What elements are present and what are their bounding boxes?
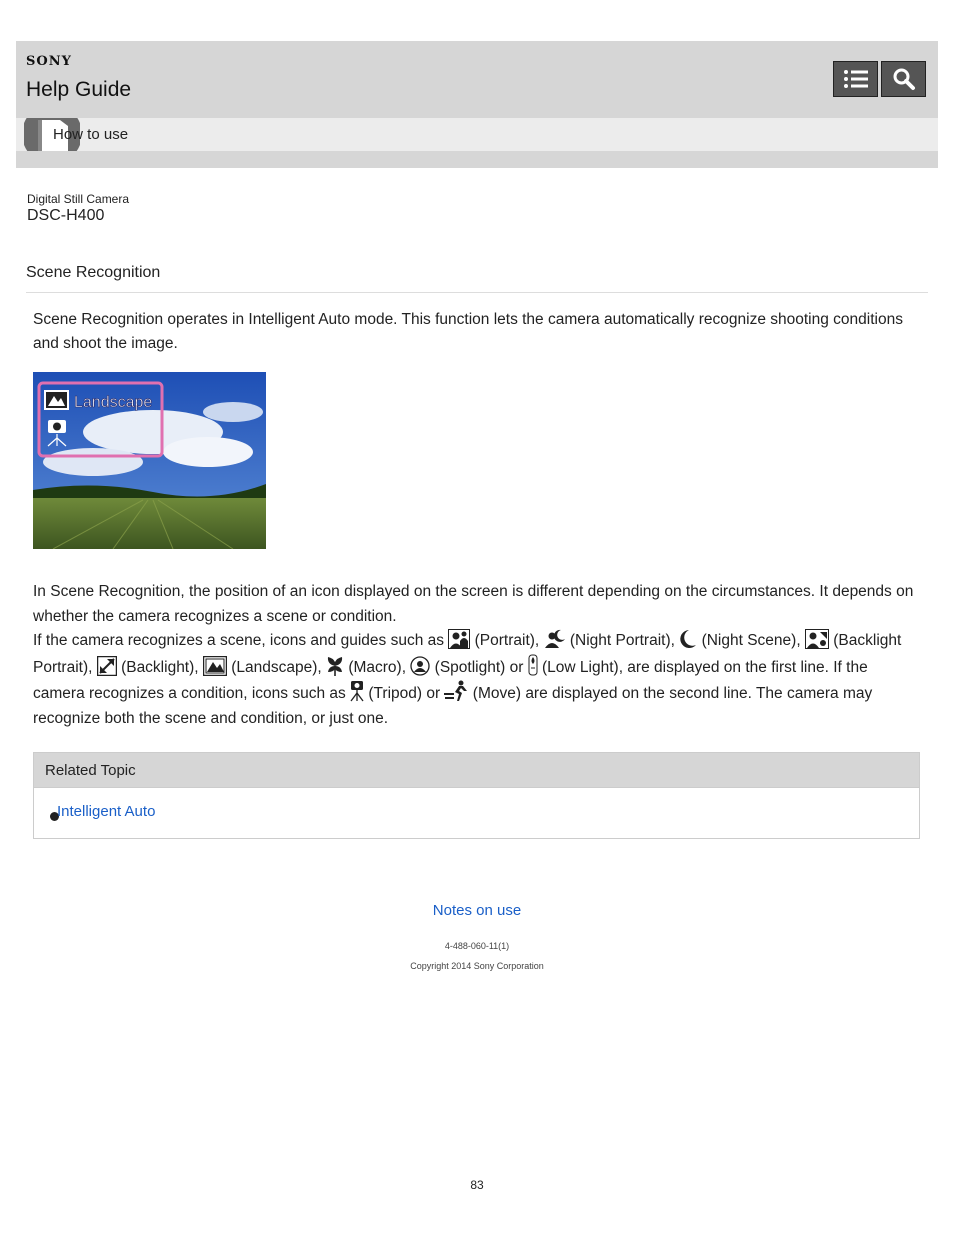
- macro-icon: [326, 656, 344, 676]
- product-model: DSC-H400: [27, 207, 105, 224]
- title-divider: [26, 292, 928, 293]
- notes-on-use-link[interactable]: Notes on use: [432, 902, 522, 919]
- move-icon: [444, 680, 468, 702]
- copyright: Copyright 2014 Sony Corporation: [410, 961, 544, 971]
- notes-on-use: [0, 902, 954, 919]
- label-portrait: (Portrait),: [474, 632, 540, 649]
- intro-paragraph: Scene Recognition operates in Intelligent Auto mode. This function lets the camera automatically recognize shooting conditions and shoot the image.: [33, 311, 903, 352]
- page-title: Scene Recognition: [26, 264, 161, 281]
- scene-recognition-example-image: [33, 372, 266, 549]
- label-landscape: (Landscape),: [231, 658, 322, 676]
- related-topic-box: [33, 752, 920, 839]
- night-portrait-icon: [544, 629, 566, 649]
- backlight-portrait-icon: [805, 629, 829, 649]
- header: [16, 41, 938, 168]
- breadcrumb-bar: [16, 118, 938, 151]
- low-light-icon: [528, 654, 538, 676]
- label-move: (Move) are displayed on the second line. The camera may recognize both the scene and condition, or just one.: [33, 685, 873, 727]
- label-backlight: (Backlight),: [121, 658, 199, 676]
- label-low-light: (Low Light), are displayed on the first line. If the camera recognizes a condition, icons such as: [33, 658, 868, 702]
- body-text-1: In Scene Recognition, the position of an icon displayed on the screen is different depending on the circumstances. It depends on whether the camera recognizes a scene or condition.: [33, 583, 914, 625]
- product-category: Digital Still Camera: [27, 192, 130, 206]
- night-scene-icon: [679, 629, 697, 649]
- related-topic-item: [50, 803, 156, 820]
- portrait-icon: [448, 629, 470, 649]
- label-night-scene: (Night Scene),: [701, 632, 801, 649]
- sony-logo: SONY: [26, 54, 72, 69]
- body-paragraph: [33, 580, 921, 731]
- list-icon: [843, 68, 869, 90]
- spotlight-icon: [410, 656, 430, 676]
- label-spotlight: (Spotlight) or: [434, 658, 524, 676]
- backlight-icon: [97, 656, 117, 676]
- label-night-portrait: (Night Portrait),: [569, 632, 675, 649]
- toc-button[interactable]: [833, 61, 878, 97]
- intelligent-auto-link[interactable]: Intelligent Auto: [57, 803, 156, 820]
- tripod-icon: [350, 680, 364, 702]
- label-macro: (Macro),: [348, 658, 407, 676]
- label-tripod: (Tripod) or: [368, 685, 441, 702]
- overlay-scene-label: Landscape: [74, 394, 153, 411]
- breadcrumb-how-to-use[interactable]: How to use: [53, 126, 129, 143]
- part-number: 4-488-060-11(1): [444, 941, 510, 951]
- body-text-2: If the camera recognizes a scene, icons and guides such as: [33, 632, 444, 649]
- landscape-icon: [203, 656, 227, 676]
- search-button[interactable]: [881, 61, 926, 97]
- help-guide-title[interactable]: Help Guide: [26, 78, 132, 101]
- related-topic-heading: Related Topic: [34, 753, 919, 788]
- page-number: 83: [470, 1178, 484, 1192]
- label-backlight-portrait: (Backlight Portrait),: [33, 632, 902, 676]
- search-icon: [892, 67, 916, 91]
